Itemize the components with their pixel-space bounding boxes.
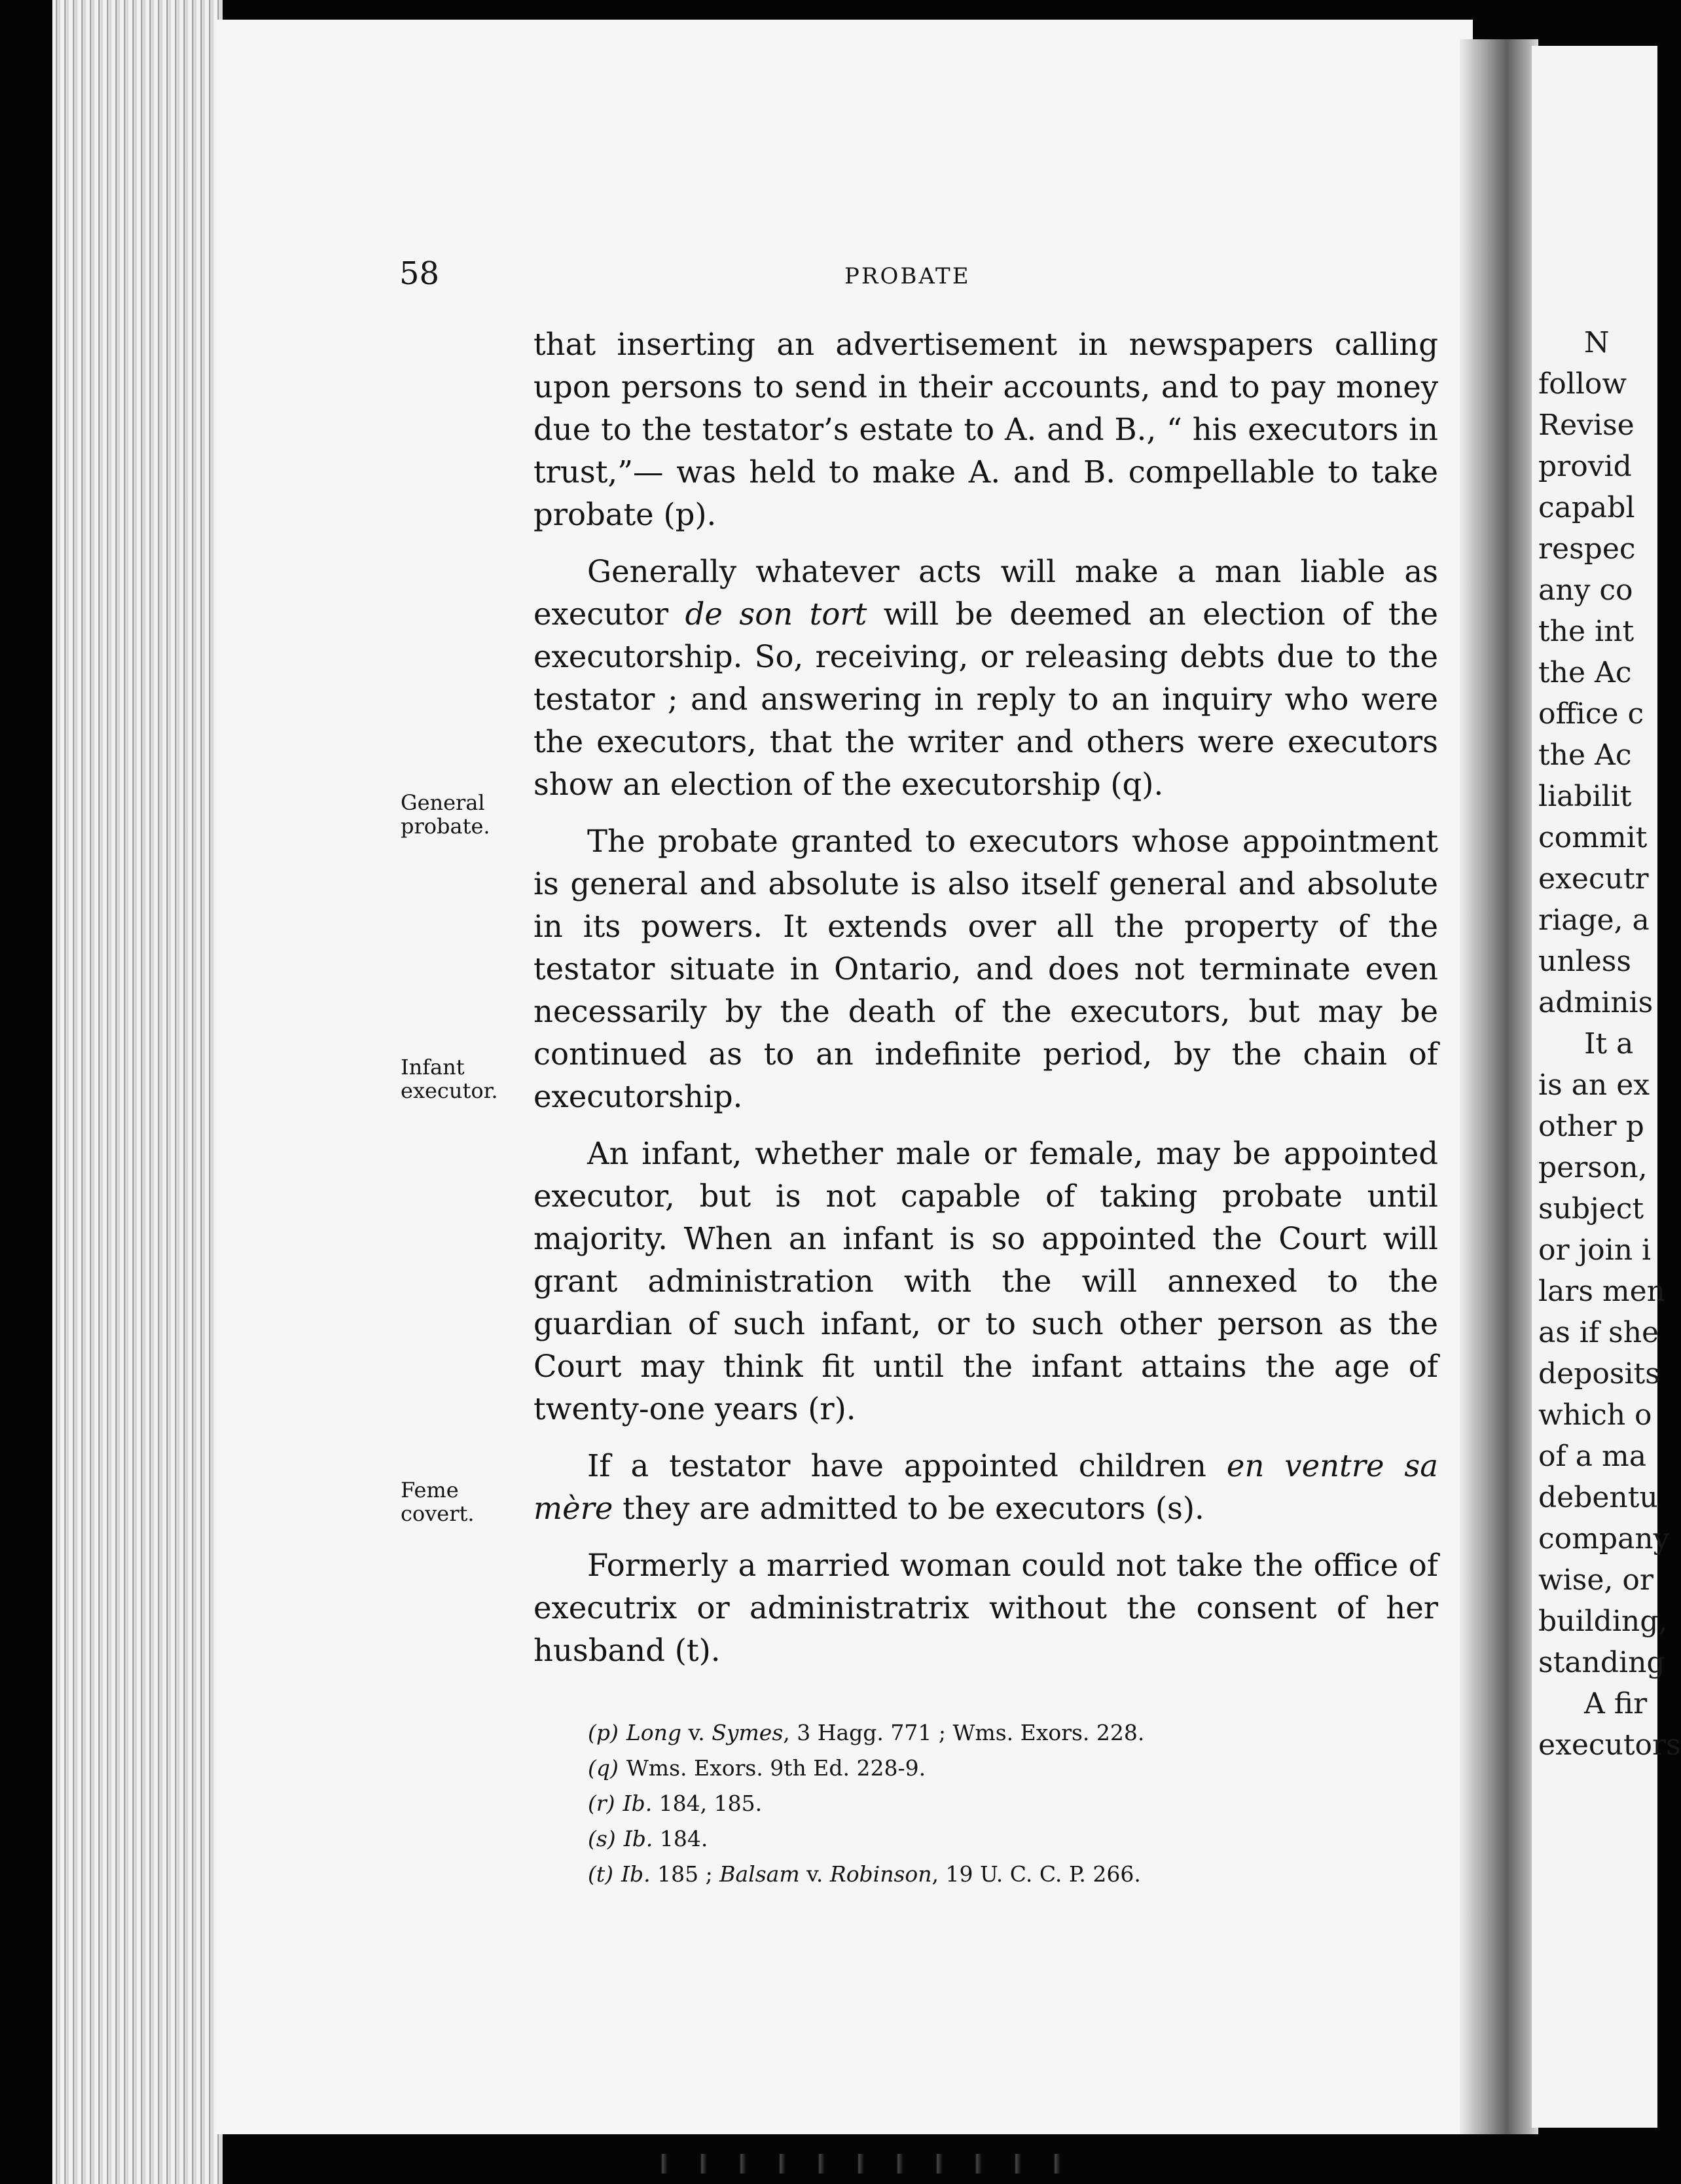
facing-page-line: deposits [1538, 1357, 1660, 1391]
footnote [588, 1751, 1439, 1786]
facing-page-line: wise, or [1538, 1563, 1654, 1597]
facing-page-line: N [1584, 326, 1610, 359]
footnote-italic-text: Symes [712, 1720, 784, 1745]
footnote [588, 1821, 1439, 1857]
footnote-text: 185 ; [650, 1861, 720, 1887]
footnote-mark: (p) [588, 1720, 619, 1745]
facing-page-line: A fir [1584, 1687, 1648, 1720]
facing-page-line: adminis [1538, 986, 1654, 1019]
facing-page-line: of a ma [1538, 1440, 1646, 1473]
footnote-text: Wms. Exors. 9th Ed. 228-9. [626, 1755, 926, 1781]
facing-page-line: office c [1538, 697, 1644, 731]
paragraph-general-probate: The probate granted to executors whose appointment is general and absolute is also itself general and absolute in its powers. It extends over all the property of the testator situate in Ontario, and does not terminate even necessarily by the death of the executors, but may be continued as to an indefinite period, by the chain of executorship. [533, 824, 1438, 1114]
footnote-mark: (q) [588, 1755, 619, 1781]
facing-page-line: person, [1538, 1151, 1648, 1184]
footnote-text: , 3 Hagg. 771 ; Wms. Exors. 228. [783, 1720, 1145, 1745]
facing-page-line: lars men [1538, 1275, 1666, 1308]
scan-artifact [628, 2154, 1087, 2174]
italic-phrase: en ventre sa mère [533, 1448, 1438, 1526]
facing-page-line: unless [1538, 945, 1631, 978]
facing-page-line: company [1538, 1522, 1670, 1556]
footnotes [588, 1715, 1439, 1892]
facing-page-line: provid [1538, 450, 1632, 483]
page-edges [52, 0, 223, 2184]
facing-page-line: which o [1538, 1398, 1652, 1432]
facing-page-line: or join i [1538, 1233, 1652, 1267]
facing-page-line: respec [1538, 532, 1636, 566]
book-gutter [1460, 39, 1538, 2134]
facing-page-line: the Ac [1538, 656, 1632, 689]
footnote-italic-text: Robinson [829, 1861, 932, 1887]
paragraph-feme-covert: Formerly a married woman could not take the office of executrix or administratrix without the consent of her husband (t). [533, 1548, 1438, 1668]
facing-page-line: liabilit [1538, 780, 1632, 813]
facing-page-line: executr [1538, 862, 1649, 896]
footnote-italic-text: Ib. [623, 1791, 653, 1816]
footnote-text: , 19 U. C. C. P. 266. [931, 1861, 1141, 1887]
body-text [533, 323, 1438, 1686]
facing-page-line: standing [1538, 1646, 1665, 1679]
footnote-mark: (r) [588, 1791, 615, 1816]
footnote-mark: (t) [588, 1861, 614, 1887]
side-note-general-probate: General probate. [401, 790, 490, 839]
footnote-text: 184, 185. [652, 1791, 763, 1816]
facing-page-text [1538, 322, 1681, 1766]
facing-page-line: the Ac [1538, 738, 1632, 772]
facing-page-line: executors [1538, 1728, 1681, 1762]
facing-page-line: follow [1538, 367, 1627, 401]
footnote [588, 1786, 1439, 1821]
footnote-text: v. [681, 1720, 712, 1745]
facing-page-line: building, [1538, 1605, 1668, 1638]
facing-page-line: other p [1538, 1110, 1644, 1143]
paragraph-text: Generally whatever acts will make a man liable as executor [533, 554, 1438, 632]
facing-page-line: It a [1584, 1027, 1634, 1061]
paragraph-election [533, 551, 1438, 806]
facing-page-line: as if she [1538, 1316, 1659, 1349]
facing-page-line: the int [1538, 615, 1635, 648]
italic-phrase: de son tort [685, 596, 867, 632]
facing-page-line: any co [1538, 573, 1633, 607]
facing-page-line: Revise [1538, 409, 1635, 442]
paragraph-en-ventre [533, 1445, 1438, 1530]
facing-page-line: debentu [1538, 1481, 1658, 1514]
paragraph-continuation: that inserting an advertisement in newspapers calling upon persons to send in their accounts, and to pay money due to the testator’s estate to A. and B., “ his executors in trust,”— was held to make A. and B. compellable to take probate (p). [533, 327, 1438, 532]
running-head: PROBATE [844, 263, 971, 289]
facing-page-line: riage, a [1538, 903, 1650, 937]
footnote-italic-text: Ib. [621, 1861, 651, 1887]
facing-page-line: commit [1538, 821, 1648, 854]
paragraph-infant-executor: An infant, whether male or female, may be appointed executor, but is not capable of taking probate until majority. When an infant is so appointed the Court will grant administration with the will annexed to the guardian of such infant, or to such other person as the Court may think fit until the infant attains the age of twenty-one years (r). [533, 1136, 1438, 1427]
paragraph-text: will be deemed an election of the executorship. So, receiving, or releasing debts due to the testator ; and answering in reply to an inquiry who were the executors, that the writer and others were executors show an election of the executorship (q). [533, 596, 1438, 802]
paragraph-text: they are admitted to be executors (s). [613, 1491, 1204, 1526]
footnote-italic-text: Ib. [623, 1826, 653, 1851]
page-number: 58 [399, 255, 440, 292]
footnote [588, 1715, 1439, 1751]
footnote-italic-text: Balsam [719, 1861, 800, 1887]
footnote-text: 184. [653, 1826, 708, 1851]
facing-page-line: capabl [1538, 491, 1635, 524]
footnote-text: v. [799, 1861, 830, 1887]
paragraph-text: If a testator have appointed children [587, 1448, 1227, 1483]
footnote [588, 1857, 1439, 1892]
facing-page-line: subject [1538, 1192, 1644, 1226]
side-note-feme-covert: Feme covert. [401, 1478, 475, 1526]
footnote-italic-text: Long [626, 1720, 682, 1745]
facing-page-line: is an ex [1538, 1068, 1650, 1102]
footnote-mark: (s) [588, 1826, 616, 1851]
side-note-infant-executor: Infant executor. [401, 1055, 498, 1103]
